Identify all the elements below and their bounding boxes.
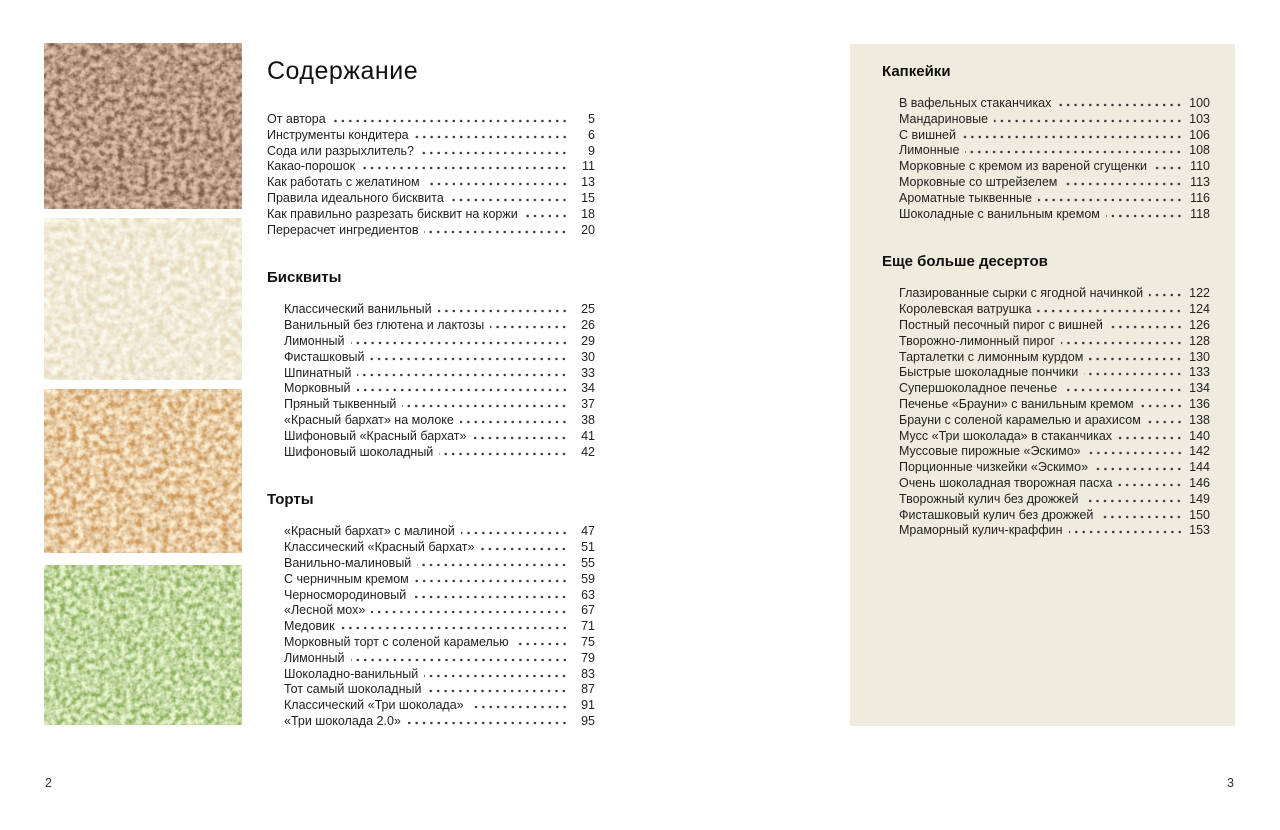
toc-entry-page: 29 (581, 333, 595, 348)
toc-entry (899, 413, 1210, 429)
dot-leader (461, 531, 568, 535)
toc-entry (899, 128, 1210, 144)
toc-entry-label: Шифоновый шоколадный (284, 444, 434, 459)
toc-entry-label: Морковные с кремом из вареной сгущенки (899, 159, 1148, 174)
toc-entry-label: Мраморный кулич-краффин (899, 523, 1063, 538)
section-heading: Торты (267, 491, 314, 509)
toc-entry-page: 106 (1189, 127, 1210, 142)
toc-entry-label: Королевская ватрушка (899, 302, 1032, 317)
dot-leader (1089, 357, 1183, 361)
toc-entry (284, 603, 595, 619)
toc-entry-page: 100 (1189, 96, 1210, 110)
toc-entry-page: 25 (581, 302, 595, 317)
toc-entry-label: Классический «Красный бархат» (284, 540, 475, 555)
toc-entry-label: Инструменты кондитера (267, 127, 409, 142)
toc-entry (284, 682, 595, 698)
dot-leader (371, 610, 568, 614)
toc-entry-page: 26 (581, 318, 595, 333)
dot-leader (524, 214, 568, 218)
toc-entry-page: 103 (1189, 111, 1210, 126)
dot-leader (1106, 214, 1183, 218)
toc-entry (284, 619, 595, 635)
toc-entry (284, 635, 595, 651)
toc-entry (284, 540, 595, 556)
toc-entry-label: Фисташковый кулич без дрожжей (899, 507, 1094, 522)
toc-entry (899, 444, 1210, 460)
toc-entry-label: Супершоколадное печенье (899, 381, 1058, 396)
toc-entry (899, 350, 1210, 366)
toc-entry (267, 159, 595, 175)
toc-entry (284, 667, 595, 683)
toc-entry-label: Ароматные тыквенные (899, 190, 1032, 205)
toc-entry (284, 698, 595, 714)
dot-leader (490, 325, 568, 329)
dot-leader (1118, 483, 1183, 487)
toc-entry-page: 59 (581, 571, 595, 586)
toc-entry-page: 95 (581, 713, 595, 728)
toc-list (267, 112, 595, 238)
dot-leader (1153, 166, 1183, 170)
toc-entry-page: 128 (1189, 333, 1210, 348)
toc-entry-page: 91 (581, 698, 595, 713)
toc-entry (267, 223, 595, 239)
dot-leader (426, 182, 568, 186)
toc-entry-label: Очень шоколадная творожная пасха (899, 475, 1113, 490)
dot-leader (424, 230, 568, 234)
toc-entry-label: Морковные со штрейзелем (899, 174, 1058, 189)
toc-entry-label: Как правильно разрезать бисквит на коржи (267, 206, 518, 221)
dot-leader (1087, 451, 1183, 455)
photo-vanilla-sponge-crumb (44, 218, 242, 380)
toc-entry-page: 138 (1189, 412, 1210, 427)
toc-entry (284, 413, 595, 429)
toc-list (267, 524, 595, 729)
toc-entry-label: Брауни с соленой карамелью и арахисом (899, 412, 1141, 427)
toc-list (882, 286, 1210, 539)
toc-entry (267, 191, 595, 207)
left-page-contents (267, 57, 595, 730)
dot-leader (470, 705, 568, 709)
toc-entry-page: 63 (581, 587, 595, 602)
toc-entry (284, 318, 595, 334)
dot-leader (1140, 404, 1183, 408)
dot-leader (1063, 388, 1183, 392)
dot-leader (1063, 182, 1183, 186)
toc-entry (899, 381, 1210, 397)
toc-entry-page: 34 (581, 381, 595, 396)
toc-entry (284, 366, 595, 382)
dot-leader (439, 452, 568, 456)
toc-entry-page: 118 (1190, 206, 1210, 221)
toc-entry (284, 334, 595, 350)
dot-leader (370, 357, 568, 361)
toc-entry-page: 153 (1189, 523, 1210, 538)
toc-entry-label: С черничным кремом (284, 571, 409, 586)
toc-entry-page: 146 (1189, 475, 1210, 490)
toc-entry-label: Мусс «Три шоколада» в стаканчиках (899, 428, 1113, 443)
toc-entry (899, 492, 1210, 508)
toc-entry-label: Постный песочный пирог с вишней (899, 317, 1103, 332)
toc-entry-page: 33 (581, 365, 595, 380)
toc-entry-page: 11 (582, 159, 595, 174)
toc-entry-label: Шпинатный (284, 365, 352, 380)
toc-entry-page: 140 (1189, 428, 1210, 443)
toc-entry-label: Лимонные (899, 143, 960, 158)
dot-leader (415, 579, 568, 583)
toc-entry (899, 191, 1210, 207)
photo-carrot-sponge-crumb (44, 389, 242, 553)
dot-leader (1057, 103, 1183, 107)
toc-entry-page: 5 (588, 112, 595, 126)
toc-entry-label: Творожно-лимонный пирог (899, 333, 1055, 348)
toc-entry-label: Черносмородиновый (284, 587, 407, 602)
dot-leader (1109, 325, 1183, 329)
toc-entry-label: Какао-порошок (267, 159, 356, 174)
toc-entry (899, 318, 1210, 334)
toc-entry-page: 113 (1190, 174, 1210, 189)
toc-entry-page: 6 (588, 127, 595, 142)
toc-entry-label: Пряный тыквенный (284, 397, 397, 412)
dot-leader (480, 547, 568, 551)
left-page-number: 2 (45, 776, 52, 790)
toc-entry-label: От автора (267, 112, 326, 126)
toc-entry-label: Морковный торт с соленой карамелью (284, 634, 509, 649)
toc-entry-label: Лимонный (284, 650, 345, 665)
contents-title: Содержание (267, 57, 419, 85)
dot-leader (1094, 467, 1183, 471)
dot-leader (407, 721, 568, 725)
toc-entry-label: Муссовые пирожные «Эскимо» (899, 444, 1081, 459)
photo-column (44, 43, 242, 725)
toc-entry-label: Быстрые шоколадные пончики (899, 365, 1079, 380)
right-page-panel (850, 44, 1235, 726)
toc-entry-label: Печенье «Брауни» с ванильным кремом (899, 396, 1134, 411)
toc-entry (899, 159, 1210, 175)
dot-leader (1118, 436, 1183, 440)
dot-leader (994, 119, 1183, 123)
dot-leader (332, 119, 568, 123)
dot-leader (412, 595, 568, 599)
dot-leader (1149, 293, 1183, 297)
dot-leader (351, 341, 568, 345)
dot-leader (361, 166, 568, 170)
toc-list (267, 302, 595, 460)
dot-leader (415, 135, 568, 139)
toc-entry (284, 524, 595, 540)
toc-entry-label: Ванильный без глютена и лактозы (284, 318, 485, 333)
toc-entry-label: Шоколадные с ванильным кремом (899, 206, 1100, 221)
toc-entry-page: 149 (1189, 491, 1210, 506)
dot-leader (427, 689, 568, 693)
toc-entry-page: 15 (581, 190, 595, 205)
toc-entry (284, 302, 595, 318)
dot-leader (1084, 499, 1183, 503)
toc-entry-label: Медовик (284, 619, 335, 634)
toc-entry (284, 381, 595, 397)
toc-entry-label: Классический ванильный (284, 302, 432, 317)
toc-entry (899, 365, 1210, 381)
left-toc-sections (267, 112, 595, 730)
toc-entry (267, 207, 595, 223)
toc-entry (899, 112, 1210, 128)
toc-entry-page: 144 (1189, 460, 1210, 475)
section-heading: Еще больше десертов (882, 253, 1048, 271)
toc-entry-page: 110 (1190, 159, 1210, 174)
toc-entry-page: 47 (581, 524, 595, 539)
dot-leader (1099, 515, 1183, 519)
toc-entry-page: 126 (1189, 317, 1210, 332)
toc-entry (284, 588, 595, 604)
toc-entry-page: 124 (1189, 302, 1210, 317)
toc-entry-label: Морковный (284, 381, 351, 396)
toc-entry-page: 30 (581, 349, 595, 364)
toc-entry-label: Порционные чизкейки «Эскимо» (899, 460, 1089, 475)
toc-entry-label: «Красный бархат» на молоке (284, 412, 454, 427)
dot-leader (357, 373, 568, 377)
toc-entry (284, 445, 595, 461)
section-heading: Бисквиты (267, 269, 342, 287)
toc-entry-page: 18 (581, 206, 595, 221)
toc-entry (899, 207, 1210, 223)
toc-entry-label: Шоколадно-ванильный (284, 666, 419, 681)
dot-leader (460, 420, 568, 424)
toc-entry-label: Фисташковый (284, 349, 365, 364)
toc-entry-label: Правила идеального бисквита (267, 190, 444, 205)
toc-entry-label: С вишней (899, 127, 956, 142)
toc-entry-label: «Лесной мох» (284, 603, 366, 618)
toc-entry (899, 286, 1210, 302)
toc-entry-page: 13 (581, 175, 595, 190)
photo-spinach-sponge-crumb (44, 565, 242, 725)
toc-entry-page: 79 (581, 650, 595, 665)
dot-leader (417, 563, 568, 567)
toc-entry-page: 67 (581, 603, 595, 618)
toc-entry-page: 150 (1189, 507, 1210, 522)
toc-entry-page: 83 (581, 666, 595, 681)
toc-entry (899, 143, 1210, 159)
toc-entry (284, 350, 595, 366)
dot-leader (515, 642, 568, 646)
toc-entry (284, 572, 595, 588)
toc-entry (267, 112, 595, 128)
toc-entry-page: 116 (1190, 190, 1210, 205)
toc-entry (267, 144, 595, 160)
dot-leader (420, 151, 568, 155)
toc-entry (267, 175, 595, 191)
toc-entry-page: 37 (581, 397, 595, 412)
toc-entry (899, 175, 1210, 191)
toc-list (882, 96, 1210, 222)
toc-entry (284, 651, 595, 667)
toc-entry-label: Глазированные сырки с ягодной начинкой (899, 286, 1144, 301)
toc-entry (284, 397, 595, 413)
toc-entry-page: 71 (581, 619, 595, 634)
dot-leader (351, 658, 568, 662)
dot-leader (450, 198, 568, 202)
dot-leader (1037, 309, 1183, 313)
dot-leader (472, 436, 568, 440)
toc-entry-page: 142 (1189, 444, 1210, 459)
toc-entry-page: 9 (588, 143, 595, 158)
toc-entry-label: Классический «Три шоколада» (284, 698, 464, 713)
right-page-number: 3 (1227, 776, 1234, 790)
toc-entry-label: «Красный бархат» с малиной (284, 524, 455, 539)
toc-entry-label: Ванильно-малиновый (284, 555, 412, 570)
toc-entry-page: 133 (1189, 365, 1210, 380)
toc-entry (899, 523, 1210, 539)
toc-entry (899, 476, 1210, 492)
toc-entry-label: Тот самый шоколадный (284, 682, 422, 697)
toc-entry (899, 429, 1210, 445)
toc-entry-page: 20 (581, 222, 595, 237)
toc-entry-label: Сода или разрыхлитель? (267, 143, 414, 158)
toc-entry (284, 714, 595, 730)
toc-entry-page: 51 (581, 540, 595, 555)
toc-entry-label: «Три шоколада 2.0» (284, 713, 401, 728)
toc-entry (899, 508, 1210, 524)
toc-entry-label: Перерасчет ингредиентов (267, 222, 419, 237)
toc-entry-label: Мандариновые (899, 111, 989, 126)
toc-entry-page: 75 (581, 634, 595, 649)
dot-leader (402, 404, 568, 408)
toc-entry-page: 122 (1189, 286, 1210, 301)
dot-leader (965, 150, 1183, 154)
dot-leader (1038, 198, 1183, 202)
toc-entry-page: 87 (581, 682, 595, 697)
toc-entry-label: В вафельных стаканчиках (899, 96, 1052, 110)
section-heading: Капкейки (882, 63, 951, 80)
dot-leader (1061, 341, 1183, 345)
toc-entry-page: 42 (581, 444, 595, 459)
dot-leader (962, 135, 1183, 139)
toc-entry (899, 334, 1210, 350)
toc-entry-label: Лимонный (284, 333, 345, 348)
dot-leader (1084, 372, 1183, 376)
toc-entry (899, 397, 1210, 413)
photo-chocolate-sponge-crumb (44, 43, 242, 209)
toc-entry-label: Творожный кулич без дрожжей (899, 491, 1079, 506)
toc-entry-label: Тарталетки с лимонным курдом (899, 349, 1084, 364)
toc-entry-page: 134 (1189, 381, 1210, 396)
dot-leader (1147, 420, 1183, 424)
toc-entry-page: 55 (581, 555, 595, 570)
toc-entry (284, 556, 595, 572)
dot-leader (438, 309, 568, 313)
toc-entry (899, 96, 1210, 112)
toc-entry (899, 460, 1210, 476)
dot-leader (357, 388, 568, 392)
toc-entry-page: 38 (581, 412, 595, 427)
toc-entry-label: Как работать с желатином (267, 175, 420, 190)
toc-entry (267, 128, 595, 144)
dot-leader (341, 626, 568, 630)
right-toc-sections (882, 63, 1210, 539)
dot-leader (424, 674, 568, 678)
toc-entry-page: 41 (581, 428, 595, 443)
toc-entry-page: 108 (1189, 143, 1210, 158)
toc-entry (284, 429, 595, 445)
toc-entry-page: 136 (1189, 396, 1210, 411)
toc-entry-label: Шифоновый «Красный бархат» (284, 428, 467, 443)
toc-entry (899, 302, 1210, 318)
dot-leader (1069, 530, 1183, 534)
toc-entry-page: 130 (1189, 349, 1210, 364)
